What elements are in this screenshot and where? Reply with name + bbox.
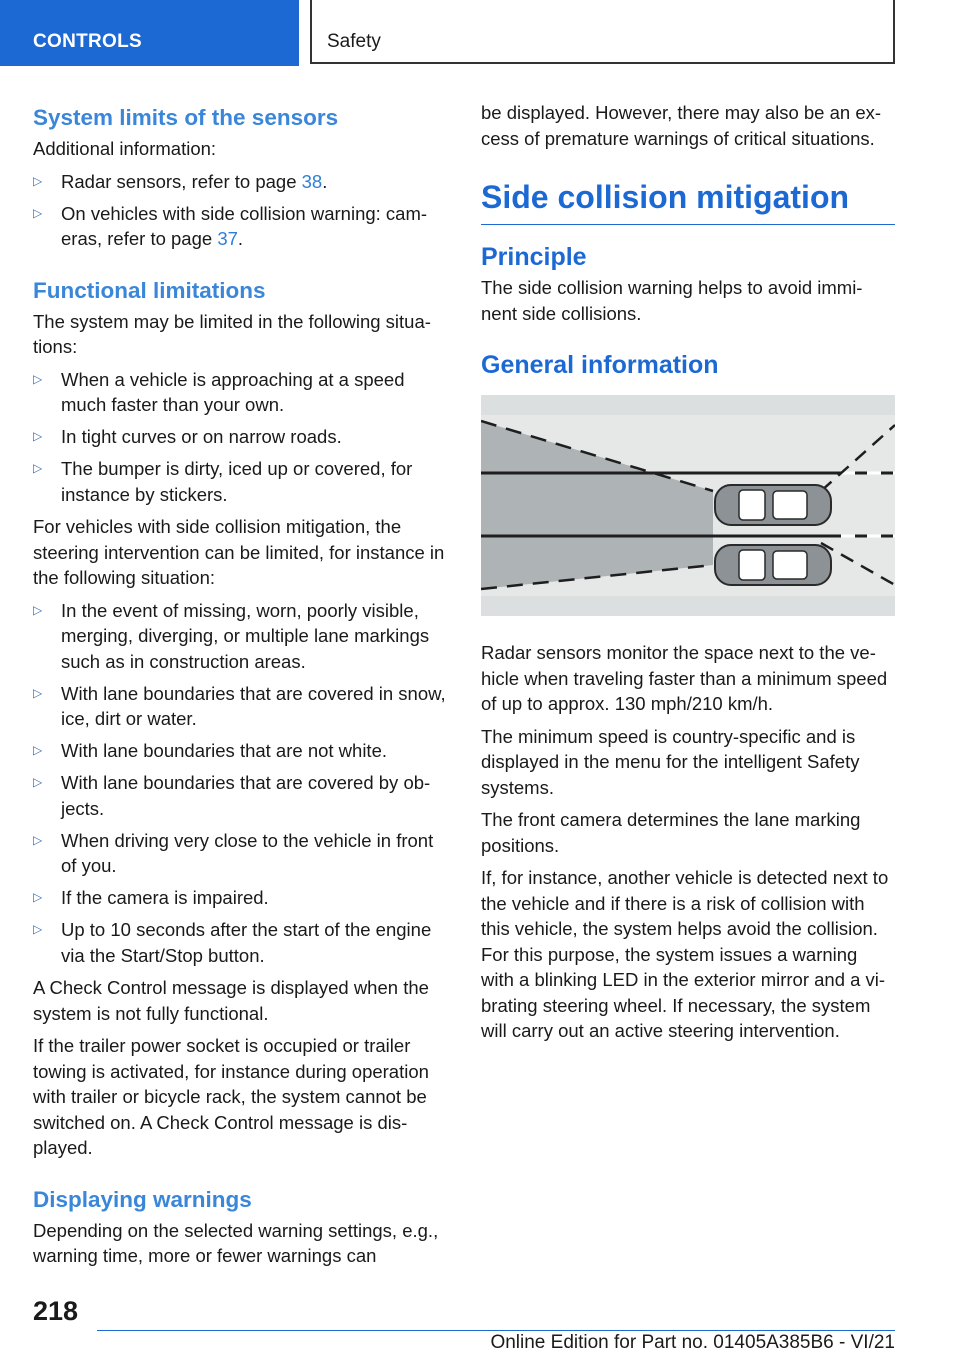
list-item: ▷ If the camera is impaired. xyxy=(33,885,449,911)
radar-coverage-illustration xyxy=(481,395,895,616)
heading-functional-limitations: Functional limitations xyxy=(33,277,266,303)
heading-general-information: General information xyxy=(481,351,719,379)
ego-vehicle-icon xyxy=(715,485,831,525)
triangle-bullet-icon: ▷ xyxy=(33,371,43,386)
sensor-reference-list xyxy=(33,169,449,252)
warnings-continued-text: be displayed. However, there may also be an ex-cess of premature warnings of critical situations. xyxy=(481,102,882,149)
left-column xyxy=(33,100,449,1276)
list-item: ▷ With lane boundaries that are covered by ob-jects. xyxy=(33,772,431,819)
adjacent-vehicle-icon xyxy=(715,545,831,585)
triangle-bullet-icon: ▷ xyxy=(33,461,43,475)
right-column xyxy=(481,100,895,1051)
warnings-text: Depending on the selected warning settings, e.g., warning time, more or fewer warnings can xyxy=(33,1219,439,1266)
footer-divider xyxy=(97,1330,895,1331)
list-item: ▷ In tight curves or on narrow roads. xyxy=(33,424,449,450)
triangle-bullet-icon: ▷ xyxy=(33,890,43,904)
triangle-bullet-icon: ▷ xyxy=(33,205,43,220)
list-item: ▷ With lane boundaries that are not white. xyxy=(33,738,449,764)
principle-text: The side collision warning helps to avoid immi-nent side collisions. xyxy=(481,277,863,324)
radar-text: Radar sensors monitor the space next to the ve-hicle when traveling faster than a minimum speed of up to approx. 130 mph/210 km/h. xyxy=(481,642,888,714)
triangle-bullet-icon: ▷ xyxy=(33,429,43,443)
front-camera-text: The front camera determines the lane marking positions. xyxy=(481,809,861,856)
section-tab: CONTROLS xyxy=(0,0,299,66)
page-link-38[interactable]: 38 xyxy=(301,170,323,192)
heading-side-collision-mitigation: Side collision mitigation xyxy=(481,172,895,225)
list-item: ▷ When a vehicle is approaching at a speed much faster than your own. xyxy=(33,368,405,415)
minimum-speed-text: The minimum speed is country-specific and is displayed in the menu for the intelligent Safety systems. xyxy=(481,725,860,798)
check-control-text: A Check Control message is displayed when the system is not fully functional. xyxy=(33,977,429,1024)
page-link-37[interactable]: 37 xyxy=(217,228,238,249)
triangle-bullet-icon: ▷ xyxy=(33,602,43,617)
edition-footer: Online Edition for Part no. 01405A385B6 - VI/21 xyxy=(490,1332,895,1353)
list-item: ▷ The bumper is dirty, iced up or covered, for instance by stickers. xyxy=(33,458,413,505)
triangle-bullet-icon: ▷ xyxy=(33,775,43,789)
limitations-intro: The system may be limited in the following situa-tions: xyxy=(33,310,431,357)
steering-limit-text: For vehicles with side collision mitigation, the steering intervention can be limited, for instance in the following situation: xyxy=(33,516,445,588)
additional-info-text: Additional information: xyxy=(33,138,217,159)
heading-system-limits: System limits of the sensors xyxy=(33,105,339,130)
triangle-bullet-icon: ▷ xyxy=(33,173,43,188)
list-item: ▷ Up to 10 seconds after the start of the engine via the Start/Stop button. xyxy=(33,919,432,966)
heading-displaying-warnings: Displaying warnings xyxy=(33,1186,252,1212)
triangle-bullet-icon: ▷ xyxy=(33,832,43,847)
steering-limit-list xyxy=(33,598,449,969)
list-item: ▷ On vehicles with side collision warning: cam-eras, refer to page 37. xyxy=(33,202,428,249)
list-item: ▷ When driving very close to the vehicle in front of you. xyxy=(33,829,434,876)
heading-principle: Principle xyxy=(481,243,587,271)
triangle-bullet-icon: ▷ xyxy=(33,922,43,936)
list-item: ▷ In the event of missing, worn, poorly visible, merging, diverging, or multiple lane markings such as in construction areas. xyxy=(33,599,430,672)
chapter-title: Safety xyxy=(310,0,895,64)
collision-assist-text: If, for instance, another vehicle is detected next to the vehicle and if there is a risk of collision with this vehicle, the system helps avoid the collision. For this purpose, the system issues a warning with a blinking LED in the exterior mirror and a vi-brating steering wheel. If necessary, the system will carry out an active steering intervention. xyxy=(481,867,889,1041)
triangle-bullet-icon: ▷ xyxy=(33,685,43,700)
trailer-text: If the trailer power socket is occupied or trailer towing is activated, for instance during operation with trailer or bicycle rack, the system cannot be switched on. A Check Control message is dis-played. xyxy=(33,1035,429,1158)
list-item: ▷ With lane boundaries that are covered in snow, ice, dirt or water. xyxy=(33,682,446,729)
page-number: 218 xyxy=(33,1296,79,1326)
limitations-list xyxy=(33,367,449,508)
list-item: ▷ Radar sensors, refer to page 38. xyxy=(33,169,449,195)
triangle-bullet-icon: ▷ xyxy=(33,743,43,757)
